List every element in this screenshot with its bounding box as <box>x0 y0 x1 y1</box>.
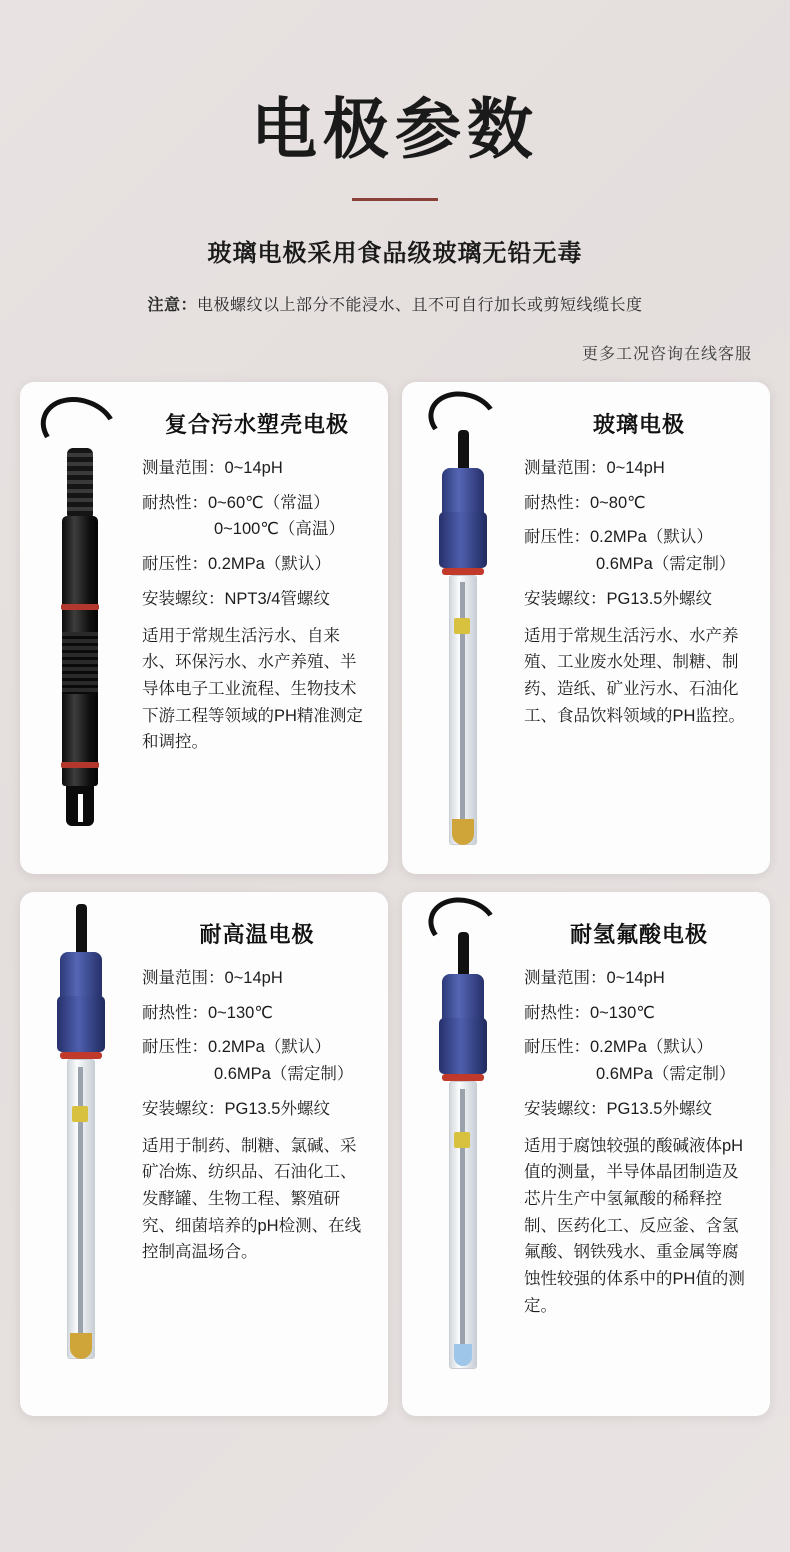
spec-measuring-range <box>524 965 754 992</box>
spec-value-extra: 0.6MPa（需定制） <box>214 1065 354 1084</box>
spec-pressure-resistance <box>524 1034 754 1087</box>
card-body <box>522 382 770 874</box>
spec-value: 0~14pH <box>606 969 665 987</box>
spec-label: 安装螺纹： <box>524 589 607 608</box>
spec-value: 0~14pH <box>224 459 283 477</box>
notice-label: 注意： <box>147 297 197 314</box>
spec-pressure-resistance <box>142 551 372 578</box>
spec-value: PG13.5外螺纹 <box>606 1099 712 1118</box>
spec-label: 耐热性： <box>142 493 208 512</box>
card-media <box>20 892 140 1416</box>
notice-line <box>0 292 790 315</box>
card-media <box>402 892 522 1416</box>
spec-value: NPT3/4管螺纹 <box>224 589 330 608</box>
spec-label: 耐热性： <box>524 1003 590 1022</box>
spec-label: 测量范围： <box>524 459 607 477</box>
page-title: 电极参数 <box>251 92 539 166</box>
spec-label: 耐热性： <box>524 493 590 512</box>
spec-mounting-thread <box>524 1096 754 1123</box>
spec-measuring-range <box>142 455 372 482</box>
spec-mounting-thread <box>142 586 372 613</box>
card-body <box>140 892 388 1416</box>
spec-value: 0~60℃（常温） <box>208 493 330 512</box>
spec-heat-resistance <box>524 490 754 517</box>
spec-value-extra: 0.6MPa（需定制） <box>596 1065 736 1084</box>
card-body <box>140 382 388 874</box>
spec-heat-resistance <box>142 490 372 543</box>
spec-label: 安装螺纹： <box>524 1099 607 1118</box>
card-media <box>20 382 140 874</box>
card-description: 适用于腐蚀较强的酸碱液体pH值的测量，半导体晶团制造及芯片生产中氢氟酸的稀释控制、医药化工、反应釜、含氢氟酸、钢铁残水、重金属等腐蚀性较强的体系中的PH值的测定。 <box>524 1136 745 1315</box>
page-subtitle: 玻璃电极采用食品级玻璃无铅无毒 <box>207 240 583 267</box>
spec-value: PG13.5外螺纹 <box>606 589 712 608</box>
electrode-card-grid <box>0 382 790 1416</box>
spec-value-extra: 0~100℃（高温） <box>214 520 345 539</box>
spec-label: 安装螺纹： <box>142 1099 225 1118</box>
notice-text: 电极螺纹以上部分不能浸水、且不可自行加长或剪短线缆长度 <box>197 297 643 314</box>
page-header <box>0 0 790 364</box>
spec-heat-resistance <box>142 1000 372 1027</box>
card-description: 适用于常规生活污水、自来水、环保污水、水产养殖、半导体电子工业流程、生物技术下游工程等领域的PH精准测定和调控。 <box>142 626 363 752</box>
spec-value-extra: 0.6MPa（需定制） <box>596 555 736 574</box>
spec-value: 0~14pH <box>224 969 283 987</box>
card-body <box>522 892 770 1416</box>
card-title: 玻璃电极 <box>592 412 685 437</box>
spec-value: 0.2MPa（默认） <box>208 555 331 574</box>
spec-mounting-thread <box>524 586 754 613</box>
spec-label: 安装螺纹： <box>142 589 225 608</box>
spec-value: PG13.5外螺纹 <box>224 1099 330 1118</box>
electrode-card-glass[interactable] <box>402 382 770 874</box>
plastic-shell-probe-icon <box>20 382 140 874</box>
hydrofluoric-acid-probe-icon <box>402 892 522 1416</box>
spec-value: 0~14pH <box>606 459 665 477</box>
glass-probe-icon <box>402 382 522 874</box>
spec-measuring-range <box>524 455 754 482</box>
online-service-text: 更多工况咨询在线客服 <box>581 346 752 363</box>
spec-value: 0.2MPa（默认） <box>590 1038 713 1057</box>
spec-pressure-resistance <box>524 524 754 577</box>
spec-value: 0~80℃ <box>590 493 646 512</box>
card-media <box>402 382 522 874</box>
card-title: 耐高温电极 <box>199 922 315 947</box>
spec-value: 0.2MPa（默认） <box>208 1038 331 1057</box>
spec-label: 测量范围： <box>524 969 607 987</box>
spec-pressure-resistance <box>142 1034 372 1087</box>
spec-label: 耐压性： <box>142 555 208 574</box>
spec-label: 耐压性： <box>524 528 590 547</box>
spec-value: 0.2MPa（默认） <box>590 528 713 547</box>
electrode-card-plastic-shell[interactable] <box>20 382 388 874</box>
spec-mounting-thread <box>142 1096 372 1123</box>
spec-value: 0~130℃ <box>208 1003 273 1022</box>
spec-label: 耐热性： <box>142 1003 208 1022</box>
high-temperature-probe-icon <box>20 892 140 1416</box>
card-title: 耐氢氟酸电极 <box>569 922 708 947</box>
spec-measuring-range <box>142 965 372 992</box>
electrode-card-hydrofluoric-acid[interactable] <box>402 892 770 1416</box>
electrode-card-high-temperature[interactable] <box>20 892 388 1416</box>
spec-label: 耐压性： <box>524 1038 590 1057</box>
spec-heat-resistance <box>524 1000 754 1027</box>
card-description: 适用于制药、制糖、氯碱、采矿冶炼、纺织品、石油化工、发酵罐、生物工程、繁殖研究、细菌培养的pH检测、在线控制高温场合。 <box>142 1136 362 1262</box>
spec-label: 测量范围： <box>142 459 225 477</box>
card-description: 适用于常规生活污水、水产养殖、工业废水处理、制糖、制药、造纸、矿业污水、石油化工、食品饮料领域的PH监控。 <box>524 626 745 725</box>
title-divider <box>352 198 438 201</box>
card-title: 复合污水塑壳电极 <box>164 412 349 437</box>
spec-label: 测量范围： <box>142 969 225 987</box>
spec-value: 0~130℃ <box>590 1003 655 1022</box>
spec-label: 耐压性： <box>142 1038 208 1057</box>
